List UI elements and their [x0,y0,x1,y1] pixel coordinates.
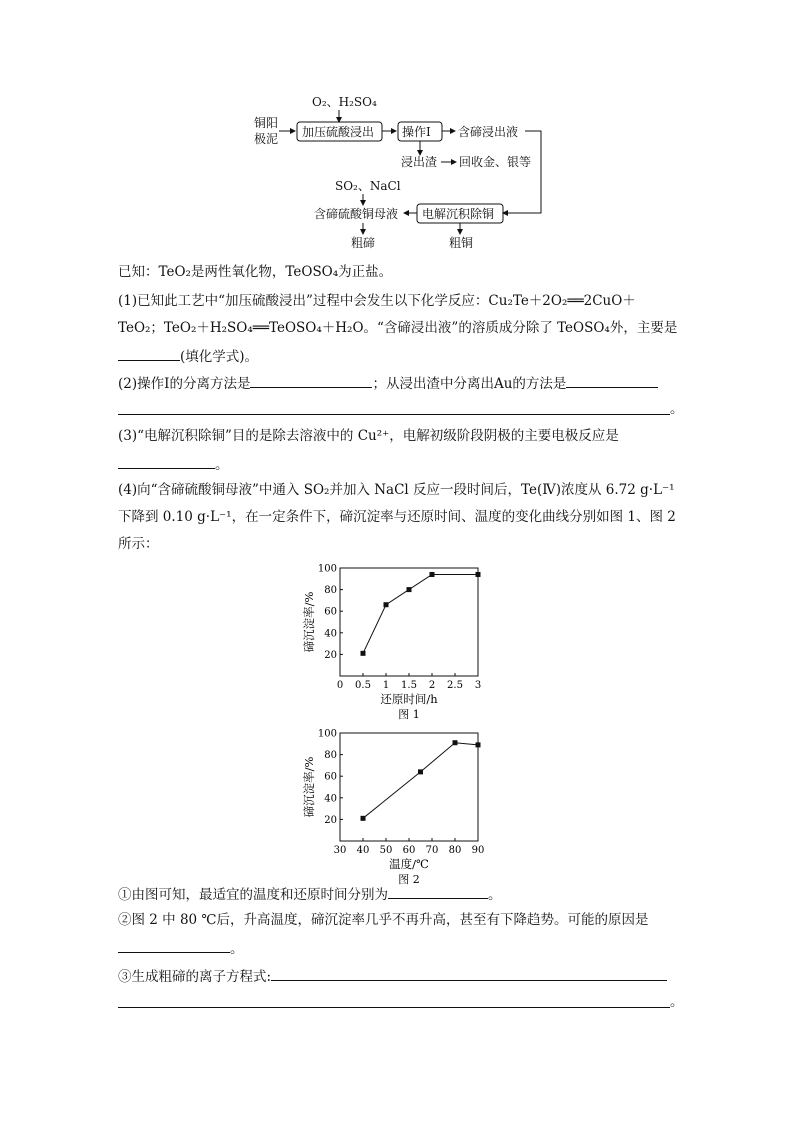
x-tick-label: 80 [448,845,462,856]
plot-frame [340,733,478,841]
y-tick-label: 60 [324,606,337,618]
q2-part1: (2)操作Ⅰ的分离方法是 [118,376,251,392]
recover-label: 回收金、银等 [459,155,532,169]
process-flowchart [0,0,794,260]
box-operation-1-label: 操作Ⅰ [402,125,431,139]
q4-line3: 所示： [118,536,159,552]
sub3-answer-blank[interactable] [271,966,667,981]
y-axis-label: 碲沉淀率/% [302,756,316,818]
x-tick-label: 90 [471,845,485,856]
start-material-line1: 铜阳 [254,116,279,130]
residue-label: 浸出渣 [401,155,438,169]
sub3-text: ③生成粗碲的离子方程式: [118,969,272,985]
sub3-end: 。 [670,994,684,1010]
data-point [384,602,389,607]
liquor-to-electrolysis-line [503,131,541,213]
y-axis-label: 碲沉淀率/% [302,591,316,653]
data-point [430,572,435,577]
data-point [407,587,412,592]
sub1-end: 。 [488,887,502,903]
q3-end: 。 [215,457,229,473]
sub1-answer-blank[interactable] [388,884,488,899]
q1-line2: TeO₂；TeO₂＋H₂SO₄══TeOSO₄＋H₂O。“含碲浸出液”的溶质成分除了 TeOSO₄外，主要是 [118,320,678,336]
start-material-line2: 极泥 [254,132,279,146]
x-tick-label: 60 [402,845,416,856]
reagent-top-label: O₂、H₂SO₄ [312,95,377,109]
x-tick-label: 3 [474,680,482,691]
q2-end: 。 [670,401,684,417]
q3-line2 [118,454,229,474]
data-point [476,742,481,747]
q1-answer-blank[interactable] [118,346,180,361]
sub1-line [118,884,502,904]
q1-line1: (1)已知此工艺中“加压硫酸浸出”过程中会发生以下化学反应：Cu₂Te＋2O₂══2CuO＋ [118,293,636,309]
data-point [453,740,458,745]
q2-blank-2-continued[interactable] [118,414,670,415]
x-tick-label: 1.5 [401,680,417,691]
y-tick-label: 80 [324,585,337,597]
figure-caption: 图 2 [398,873,420,885]
x-tick-label: 0 [336,680,344,691]
x-tick-label: 30 [333,845,347,856]
sub2-end: 。 [230,941,244,957]
y-tick-label: 20 [324,814,337,826]
x-tick-label: 2.5 [447,680,463,691]
crude-te-label: 粗碲 [351,236,376,250]
data-point [361,816,366,821]
q2-line1 [118,373,658,393]
box-electrolysis-label: 电解沉积除铜 [422,207,495,221]
x-tick-label: 0.5 [355,680,371,691]
q1-line3 [118,346,258,366]
q4-line1: (4)向“含碲硫酸铜母液”中通入 SO₂并加入 NaCl 反应一段时间后，Te(Ⅳ)浓度从 6.72 g·L⁻¹ [118,482,675,498]
sub1-text: ①由图可知，最适宜的温度和还原时间分别为 [118,887,388,903]
x-axis-label: 还原时间/h [380,692,438,706]
q2-blank-1[interactable] [250,373,372,388]
q2-part2: ；从浸出渣中分离出Au的方法是 [372,376,567,392]
x-axis-label: 温度/℃ [389,857,429,871]
sub2-answer-blank[interactable] [118,938,230,953]
leach-liquor-label: 含碲浸出液 [458,125,519,139]
sub3-line1 [118,966,667,986]
data-point [361,651,366,656]
chart-figure-2 [298,725,518,885]
chart-figure-1 [298,560,518,720]
x-tick-label: 50 [379,845,393,856]
mother-liquor-label: 含碲硫酸铜母液 [314,207,399,221]
x-tick-label: 70 [425,845,439,856]
y-tick-label: 100 [317,563,337,575]
q2-blank-2[interactable] [566,373,658,388]
box-pressure-leach-label: 加压硫酸浸出 [302,125,375,139]
q3-line1: (3)“电解沉积除铜”目的是除去溶液中的 Cu²⁺，电解初级阶段阴极的主要电极反应是 [118,428,619,444]
reagent-bottom-label: SO₂、NaCl [335,179,401,193]
x-tick-label: 40 [356,845,370,856]
series-line [363,574,478,653]
q1-line3-suffix: (填化学式)。 [180,349,259,365]
data-point [418,769,423,774]
crude-cu-label: 粗铜 [449,236,474,250]
known-info: 已知：TeO₂是两性氧化物，TeOSO₄为正盐。 [118,264,393,280]
sub2-line2 [118,938,244,958]
sub2-line1: ②图 2 中 80 ℃后，升高温度，碲沉淀率几乎不再升高，甚至有下降趋势。可能的原因是 [118,912,649,928]
y-tick-label: 40 [324,628,337,640]
q3-answer-blank[interactable] [118,454,215,469]
y-tick-label: 100 [317,728,337,740]
sub3-answer-blank-continued[interactable] [118,1007,670,1008]
y-tick-label: 20 [324,649,337,661]
y-tick-label: 60 [324,771,337,783]
y-tick-label: 40 [324,793,337,805]
series-line [363,743,478,819]
data-point [476,572,481,577]
q4-line2: 下降到 0.10 g·L⁻¹，在一定条件下，碲沉淀率与还原时间、温度的变化曲线分别如图 1、图 2 [118,509,676,525]
x-tick-label: 2 [428,680,436,691]
y-tick-label: 80 [324,750,337,762]
plot-frame [340,568,478,676]
figure-caption: 图 1 [398,708,420,720]
x-tick-label: 1 [382,680,390,691]
